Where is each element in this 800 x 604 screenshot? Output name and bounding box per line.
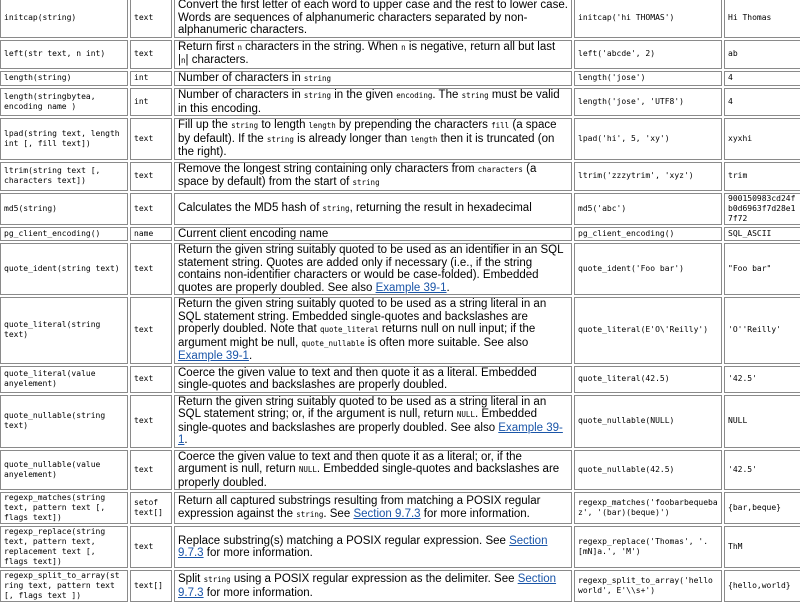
return-type: text (130, 193, 172, 225)
function-signature: regexp_replace(string text, pattern text, replacement text [, flags text]) (0, 526, 128, 568)
function-description (174, 450, 572, 491)
function-description (174, 118, 572, 160)
function-example: quote_literal(42.5) (574, 366, 722, 393)
function-signature: quote_ident(string text) (0, 243, 128, 295)
function-result: ThM (724, 526, 800, 568)
function-description (174, 243, 572, 295)
function-signature: quote_nullable(string text) (0, 395, 128, 448)
description-text: is already longer than (293, 132, 411, 145)
table-row (0, 88, 800, 116)
inline-code: string (461, 91, 489, 100)
function-signature: regexp_split_to_array(string text, pattern text [, flags text ]) (0, 570, 128, 602)
inline-code: encoding (396, 91, 433, 100)
description-text: Return the given string suitably quoted to be used as a string literal in an SQL statement string. Embedded single-quotes and backslashes are properly doubled. Note that (178, 298, 547, 335)
function-signature: left(str text, n int) (0, 40, 128, 69)
inline-code: fill (491, 121, 510, 130)
inline-code: string (266, 134, 294, 144)
table-row (0, 395, 800, 448)
function-description (174, 162, 572, 191)
return-type: text (130, 243, 172, 295)
description-text: Coerce the given value to text and then quote it as a literal. Embedded single-quotes and backslashes are properly doubled. (178, 366, 537, 391)
function-example: pg_client_encoding() (574, 227, 722, 242)
return-type: text (130, 526, 172, 568)
table-row (0, 243, 800, 295)
function-example: lpad('hi', 5, 'xy') (574, 118, 722, 160)
function-result: '42.5' (724, 450, 800, 491)
table-row (0, 118, 800, 160)
function-signature: length(stringbytea, encoding name ) (0, 88, 128, 116)
function-description (174, 492, 572, 524)
description-text: is often more suitable. See also (364, 336, 529, 349)
return-type: text (130, 297, 172, 364)
return-type: text (130, 395, 172, 448)
cross-reference-link[interactable]: Section 9.7.3 (178, 534, 548, 559)
table-row (0, 193, 800, 225)
description-text: Replace substring(s) matching a POSIX regular expression. See (178, 534, 510, 547)
function-example: regexp_split_to_array('hello world', E'\\s+') (574, 570, 722, 602)
table-row (0, 162, 800, 191)
description-text: characters in the string. When (241, 40, 402, 53)
function-signature: regexp_matches(string text, pattern text [, flags text]) (0, 492, 128, 524)
function-result: {hello,world} (724, 570, 800, 602)
description-text: must be valid in this encoding. (178, 89, 560, 115)
function-example: quote_nullable(NULL) (574, 395, 722, 448)
description-text: Split (178, 573, 204, 585)
cross-reference-link[interactable]: Section 9.7.3 (178, 573, 557, 599)
description-text: | characters. (185, 54, 249, 66)
function-result: "Foo bar" (724, 243, 800, 295)
function-example: quote_nullable(42.5) (574, 450, 722, 491)
description-text: (a space by default) from the start of (178, 162, 537, 188)
return-type: int (130, 88, 172, 116)
table-row (0, 526, 800, 568)
function-description (174, 88, 572, 116)
function-signature: quote_literal(string text) (0, 297, 128, 364)
function-example: regexp_replace('Thomas', '.[mN]a.', 'M') (574, 526, 722, 568)
inline-code: string (322, 203, 350, 213)
table-row (0, 297, 800, 364)
return-type: setof text[] (130, 492, 172, 524)
description-text: by prepending the characters (335, 119, 492, 131)
description-text: Number of characters in (178, 89, 304, 101)
table-row (0, 492, 800, 524)
inline-code: string (303, 73, 332, 83)
description-text: to length (258, 119, 309, 131)
function-example: quote_ident('Foo bar') (574, 243, 722, 295)
inline-code: string (231, 121, 259, 130)
description-text: , returning the result in hexadecimal (349, 201, 532, 214)
inline-code: quote_nullable (301, 338, 365, 348)
function-description (174, 526, 572, 568)
function-result: 'O''Reilly' (724, 297, 800, 364)
description-text: Convert the first letter of each word to upper case and the rest to lower case. Words are sequences of alphanumeric characters separated by non-alphanumeric characters. (178, 0, 568, 36)
description-text: . (184, 434, 188, 446)
function-description (174, 395, 572, 448)
description-text: Fill up the (178, 119, 232, 131)
inline-code: n (181, 56, 186, 65)
inline-code: string (203, 575, 231, 584)
description-text: Return the given string suitably quoted to be used as an identifier in an SQL statement string. Quotes are added only if necessary (i.e., if the string contains non-identifier characters or would be case-folded). Embedded quotes are properly doubled. See also (178, 244, 564, 294)
description-text: . Embedded single-quotes and backslashes are properly doubled. See also (178, 408, 537, 434)
inline-code: quote_literal (319, 325, 379, 334)
table-row (0, 71, 800, 87)
description-text: in the given (331, 89, 397, 101)
function-example: initcap('hi THOMAS') (574, 0, 722, 38)
function-description (174, 366, 572, 393)
description-text: for more information. (203, 547, 313, 559)
return-type: text (130, 0, 172, 38)
description-text: Remove the longest string containing only characters from (178, 162, 478, 175)
description-text: then it is truncated (on the right). (178, 132, 555, 158)
inline-code: NULL (456, 410, 475, 419)
table-row (0, 450, 800, 491)
inline-code: n (237, 42, 242, 52)
function-description (174, 227, 572, 242)
description-text: . See (323, 507, 354, 520)
table-row (0, 40, 800, 69)
function-result: 4 (724, 88, 800, 116)
description-text: is negative, return all but last | (178, 40, 556, 66)
function-example: length('jose', 'UTF8') (574, 88, 722, 116)
description-text: Return first (178, 40, 238, 53)
function-signature: pg_client_encoding() (0, 227, 128, 242)
description-text: using a POSIX regular expression as the delimiter. See (230, 573, 518, 585)
description-text: Return all captured substrings resulting from matching a POSIX regular expression against the (178, 495, 541, 520)
function-example: ltrim('zzzytrim', 'xyz') (574, 162, 722, 191)
table-row (0, 227, 800, 242)
inline-code: NULL (298, 465, 317, 474)
inline-code: characters (477, 164, 523, 174)
function-result: 4 (724, 71, 800, 87)
cross-reference-link[interactable]: Section 9.7.3 (353, 507, 421, 520)
function-result: {bar,beque} (724, 492, 800, 524)
function-example: quote_literal(E'O\'Reilly') (574, 297, 722, 364)
description-text: returns null on null input; if the argument might be null, (178, 323, 536, 349)
return-type: text[] (130, 570, 172, 602)
table-row (0, 366, 800, 393)
return-type: text (130, 40, 172, 69)
description-text: . Embedded single-quotes and backslashes are properly doubled. (178, 463, 560, 489)
return-type: text (130, 366, 172, 393)
function-description (174, 570, 572, 602)
table-row (0, 570, 800, 602)
return-type: name (130, 227, 172, 242)
description-text: Return the given string suitably quoted to be used as a string literal in an SQL statement string; or, if the argument is null, return (178, 395, 547, 420)
inline-code: string (352, 178, 380, 187)
function-signature: md5(string) (0, 193, 128, 225)
function-example: length('jose') (574, 71, 722, 87)
function-signature: initcap(string) (0, 0, 128, 38)
function-description (174, 297, 572, 364)
function-result: 900150983cd24fb0d6963f7d28e17f72 (724, 193, 800, 225)
return-type: int (130, 71, 172, 87)
cross-reference-link[interactable]: Example 39-1 (178, 421, 563, 446)
function-signature: quote_nullable(value anyelement) (0, 450, 128, 491)
function-result: ab (724, 40, 800, 69)
return-type: text (130, 118, 172, 160)
cross-reference-link[interactable]: Example 39-1 (178, 350, 249, 362)
function-signature: quote_literal(value anyelement) (0, 366, 128, 393)
inline-code: n (401, 42, 406, 52)
inline-code: length (308, 121, 336, 130)
inline-code: length (410, 134, 438, 144)
function-description (174, 71, 572, 87)
function-signature: lpad(string text, length int [, fill text]) (0, 118, 128, 160)
description-text: Current client encoding name (178, 227, 329, 240)
function-result: xyxhi (724, 118, 800, 160)
description-text: Number of characters in (178, 71, 304, 84)
function-example: left('abcde', 2) (574, 40, 722, 69)
function-description (174, 40, 572, 69)
table-row (0, 0, 800, 38)
function-result: SQL_ASCII (724, 227, 800, 242)
function-result: Hi Thomas (724, 0, 800, 38)
function-description (174, 193, 572, 225)
description-text: Coerce the given value to text and then quote it as a literal; or, if the argument is null, return (178, 450, 522, 475)
return-type: text (130, 162, 172, 191)
function-result: NULL (724, 395, 800, 448)
function-example: md5('abc') (574, 193, 722, 225)
cross-reference-link[interactable]: Example 39-1 (375, 281, 447, 294)
inline-code: string (296, 509, 324, 519)
function-example: regexp_matches('foobarbequebaz', '(bar)(beque)') (574, 492, 722, 524)
description-text: for more information. (203, 586, 313, 599)
return-type: text (130, 450, 172, 491)
description-text: for more information. (420, 507, 530, 520)
function-signature: length(string) (0, 71, 128, 87)
function-signature: ltrim(string text [, characters text]) (0, 162, 128, 191)
function-result: trim (724, 162, 800, 191)
description-text: Calculates the MD5 hash of (178, 201, 323, 214)
inline-code: string (303, 91, 332, 100)
description-text: (a space by default). If the (178, 119, 557, 145)
function-result: '42.5' (724, 366, 800, 393)
description-text: . (446, 281, 450, 294)
function-description (174, 0, 572, 38)
description-text: . The (432, 89, 462, 101)
description-text: . (248, 350, 253, 362)
